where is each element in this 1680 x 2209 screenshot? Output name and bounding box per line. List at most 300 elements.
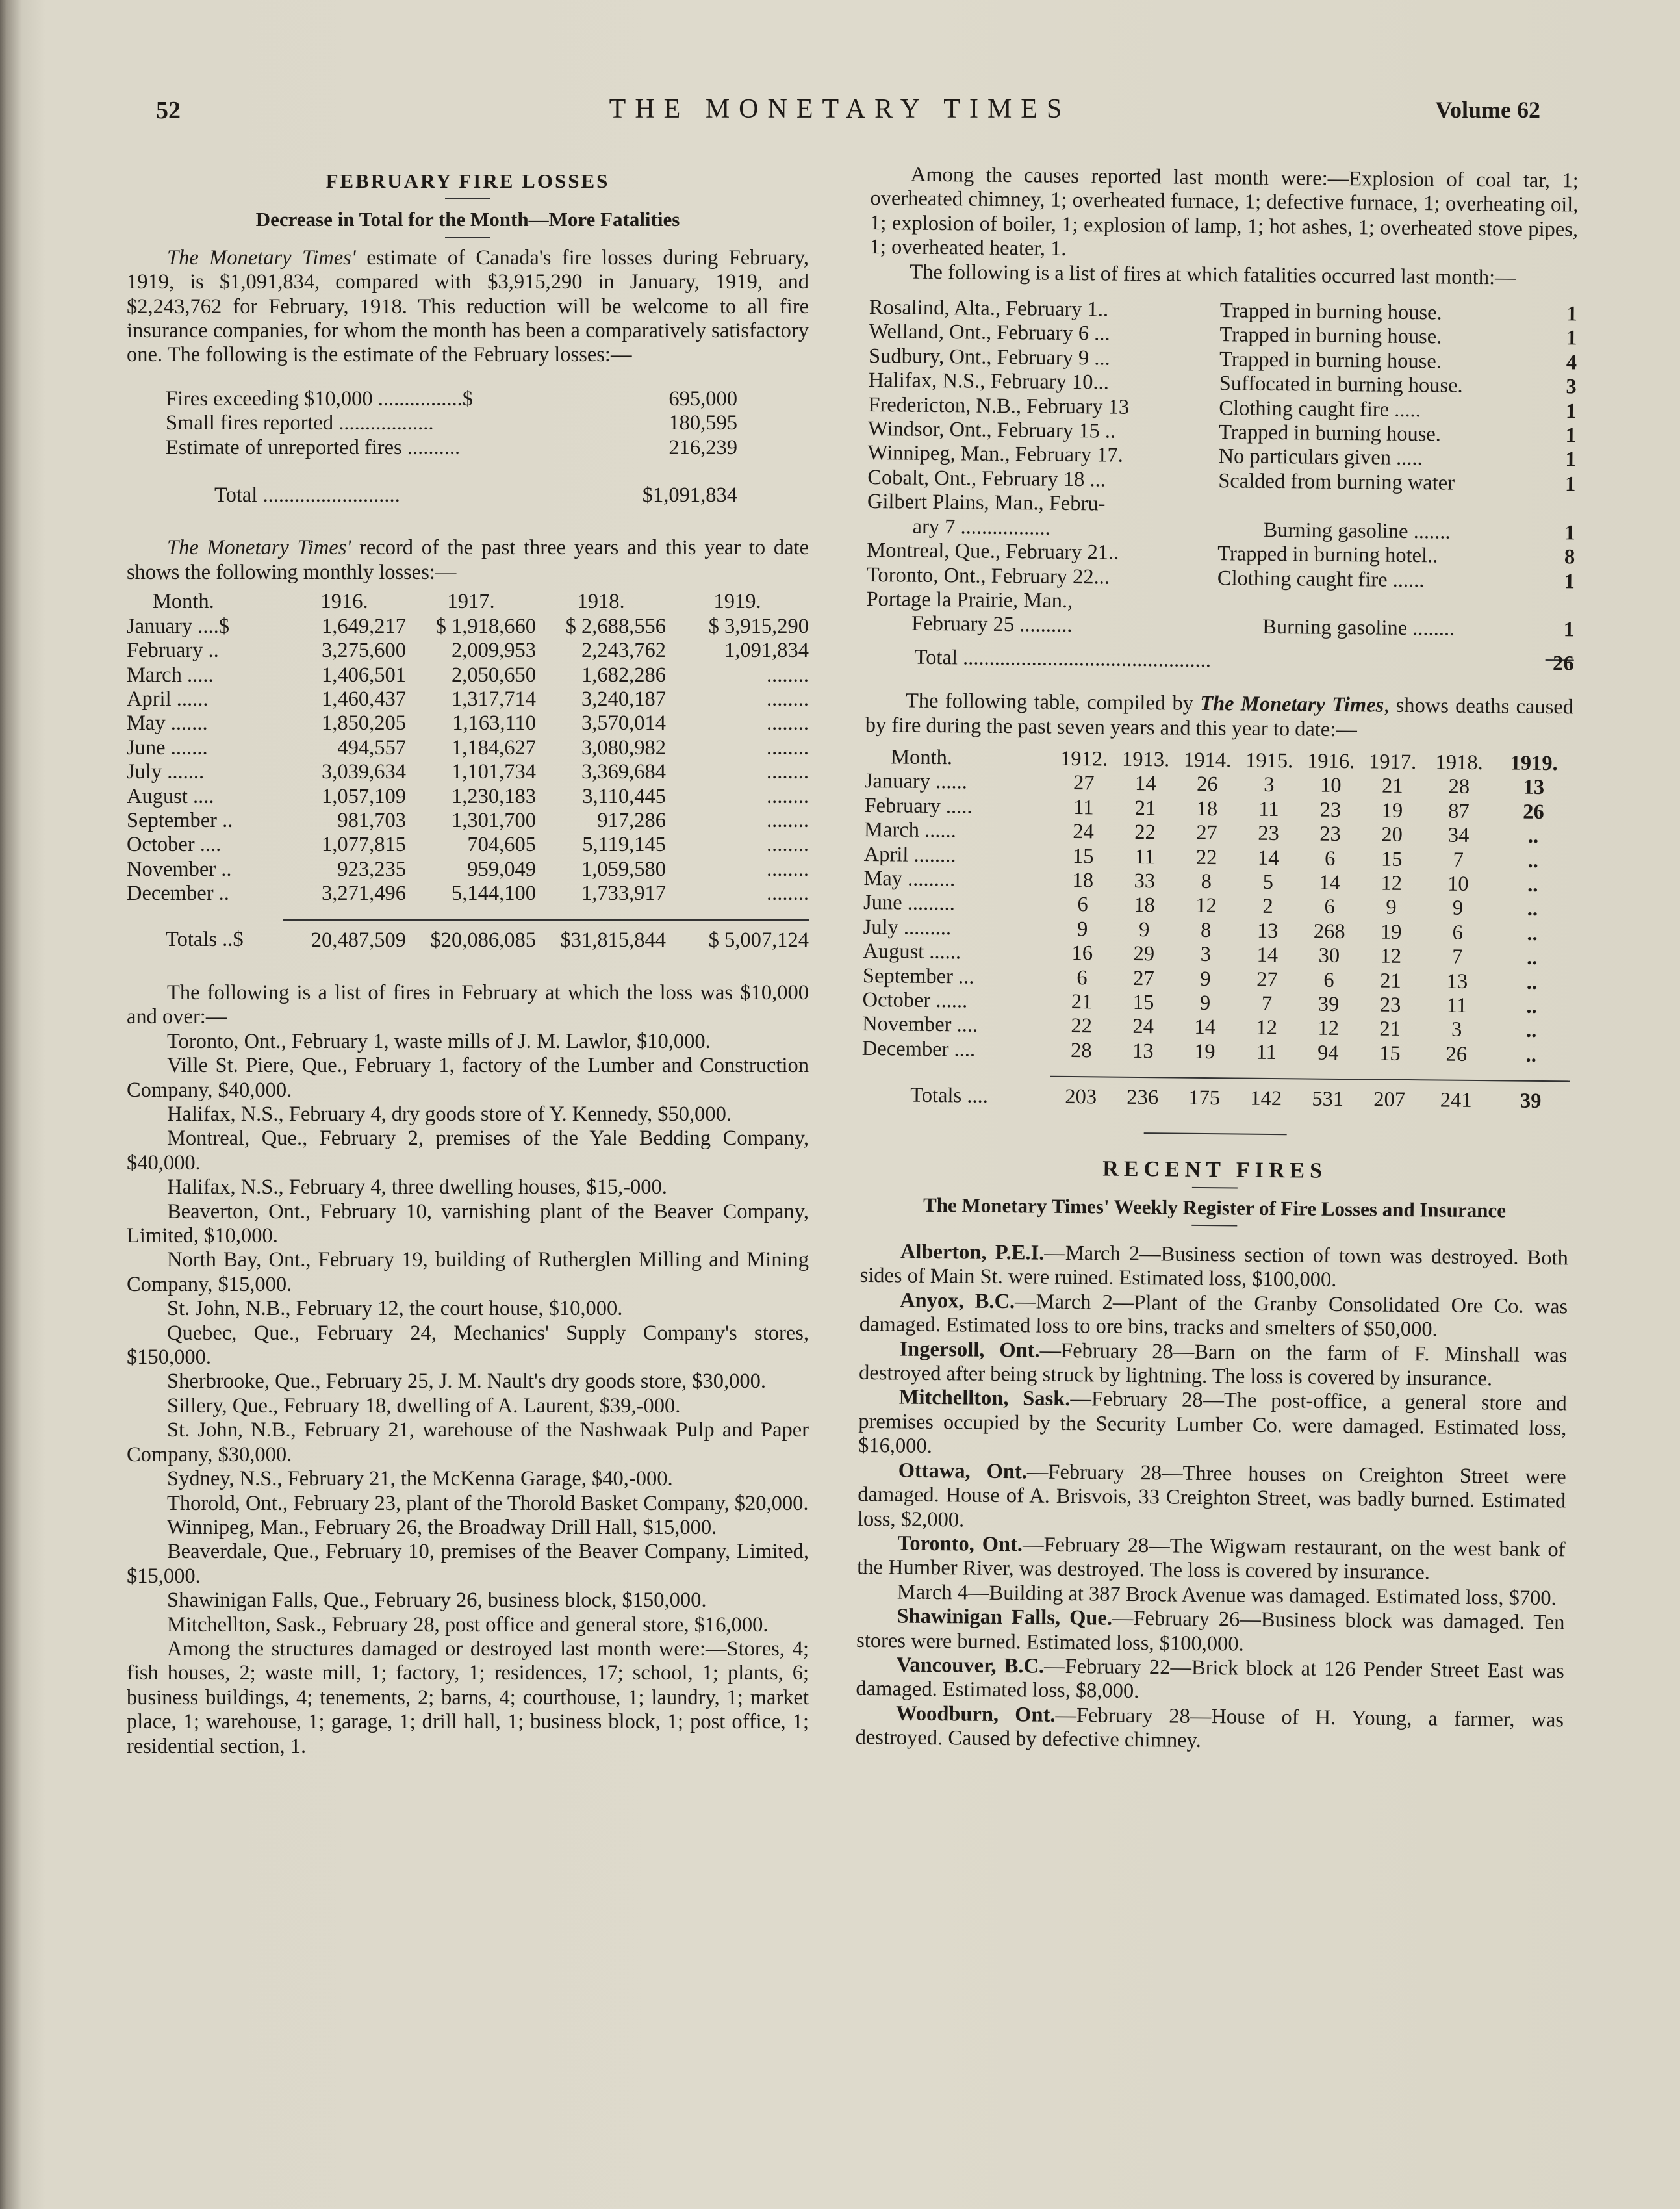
fatality-cause: Trapped in burning house. — [1218, 420, 1442, 446]
section-separator — [1144, 1132, 1287, 1135]
deaths-cell: .. — [1526, 994, 1537, 1018]
deaths-cell: 14 — [1257, 846, 1279, 870]
recent-fires-list — [856, 1240, 1568, 1757]
totals-cell: $ 5,007,124 — [666, 920, 809, 952]
loss-cell: $ 2,688,556 — [565, 614, 666, 638]
fatality-count: 1 — [1564, 472, 1576, 496]
deaths-cell: 11 — [1256, 1040, 1277, 1064]
month-cell: August ...... — [863, 939, 961, 964]
totals-cell: 207 — [1358, 1079, 1420, 1112]
totals-label: Totals ..$ — [166, 928, 244, 952]
table-row — [127, 833, 809, 857]
subtitle-rule — [445, 237, 490, 238]
table-header: 1919. — [1510, 751, 1558, 776]
deaths-cell: 18 — [1072, 869, 1094, 893]
intro-text: estimate of Canada's fire losses during February, 1919, is $1,091,834, compared with $3,915,290 in January, 1919, and $2,243,762 for February, 1918. This reduction will be welcome to all fire insurance companies, for whom the month has been a comparatively satisfactory one. The following is the estimate of the February losses:— — [127, 246, 809, 367]
deaths-body — [862, 769, 1573, 1067]
fatality-cause — [1217, 591, 1548, 618]
loss-cell: 959,049 — [467, 857, 536, 881]
deaths-cell: 18 — [1196, 797, 1218, 821]
estimate-value: 180,595 — [668, 411, 737, 435]
totals-cell: 20,487,509 — [283, 920, 406, 952]
fatality-cause: Scalded from burning water — [1218, 469, 1455, 495]
fire-entry: Montreal, Que., February 2, premises of the Yale Bedding Company, $40,000. — [127, 1127, 809, 1175]
estimate-label: Estimate of unreported fires .......... — [166, 435, 461, 459]
table-header: 1915. — [1245, 748, 1293, 773]
loss-cell: ........ — [767, 663, 809, 687]
month-cell: February .. — [127, 639, 219, 663]
fire-entry: Beaverton, Ont., February 10, varnishing plant of the Beaver Company, Limited, $10,000. — [127, 1199, 809, 1248]
deaths-cell: 23 — [1319, 822, 1342, 847]
fatality-cause: Trapped in burning house. — [1219, 348, 1442, 374]
loss-cell: 3,570,014 — [581, 711, 666, 735]
loss-cell: 1,733,917 — [581, 882, 666, 906]
deaths-cell: 3 — [1264, 773, 1275, 797]
deaths-cell: 28 — [1070, 1038, 1092, 1063]
deaths-cell: 15 — [1381, 847, 1403, 871]
deaths-cell: 12 — [1317, 1017, 1340, 1041]
deaths-cell: 34 — [1447, 823, 1470, 848]
month-cell: April ...... — [127, 687, 209, 711]
deaths-cell: 11 — [1446, 993, 1468, 1017]
fatality-count: 3 — [1566, 375, 1577, 399]
deaths-cell: 9 — [1386, 896, 1397, 920]
month-cell: August .... — [127, 784, 214, 808]
recent-fire-text: —March 2—Plant of the Granby Consolidated Ore Co. was damaged. Estimated loss to ore bins, tracks and smelters of $50,000. — [859, 1290, 1568, 1342]
table-row — [127, 858, 809, 882]
loss-cell: ........ — [767, 882, 809, 906]
loss-cell: 3,240,187 — [581, 687, 666, 711]
loss-cell: 2,050,650 — [452, 663, 536, 687]
deaths-cell: 94 — [1317, 1041, 1339, 1065]
recent-fire-place: Woodburn, Ont. — [895, 1702, 1056, 1727]
table-header-row — [127, 590, 809, 614]
deaths-cell: 19 — [1380, 920, 1402, 944]
masthead: THE MONETARY TIMES — [609, 94, 1071, 124]
fire-entry: Beaverdale, Que., February 10, premises of the Beaver Company, Limited, $15,000. — [127, 1540, 809, 1588]
deaths-cell: 8 — [1201, 869, 1212, 894]
fatality-count: 1 — [1566, 302, 1577, 326]
recent-fire-entry — [856, 1653, 1564, 1708]
recent-fire-place: Vancouver, B.C. — [896, 1653, 1045, 1678]
fatality-place: February 25 .......... — [911, 611, 1073, 637]
deaths-cell: 21 — [1134, 796, 1156, 821]
loss-cell: 1,163,110 — [452, 711, 536, 735]
recent-fire-place: Anyox, B.C. — [900, 1288, 1015, 1314]
deaths-cell: 23 — [1379, 993, 1401, 1017]
deaths-cell: 6 — [1077, 893, 1088, 917]
recent-fire-place: Toronto, Ont. — [897, 1531, 1023, 1557]
deaths-cell: 26 — [1523, 800, 1544, 824]
fire-entry: Quebec, Que., February 24, Mechanics' Supply Company's stores, $150,000. — [127, 1321, 809, 1370]
deaths-cell: 26 — [1445, 1042, 1468, 1066]
fatality-cause: Burning gasoline ....... — [1263, 518, 1451, 544]
fatality-place: Cobalt, Ont., February 18 ... — [867, 465, 1106, 492]
deaths-cell: 19 — [1381, 798, 1403, 823]
loss-cell: 2,243,762 — [581, 639, 666, 663]
estimate-total-row — [214, 483, 737, 507]
estimate-row — [166, 411, 737, 435]
totals-cell: 241 — [1420, 1080, 1492, 1113]
deaths-cell: .. — [1527, 824, 1539, 849]
recent-fires-title: RECENT FIRES — [1102, 1156, 1328, 1183]
totals-label: Totals .... — [910, 1083, 988, 1108]
month-cell: July ....... — [127, 760, 205, 784]
month-cell: December .... — [861, 1036, 976, 1062]
loss-cell: 1,460,437 — [322, 687, 406, 711]
month-cell: September .. — [127, 808, 233, 832]
fatalities-intro: The following is a list of fires at which fatalities occurred last month:— — [910, 260, 1516, 290]
deaths-cell: 27 — [1133, 966, 1154, 990]
list-intro: The following is a list of fires in February at which the loss was $10,000 and over:— — [127, 980, 809, 1029]
loss-cell: ........ — [767, 833, 809, 857]
deaths-cell: 9 — [1076, 917, 1088, 941]
recent-fire-text: March 4—Building at 387 Brock Avenue was damaged. Estimated loss, $700. — [897, 1580, 1557, 1610]
totals-cell: 203 — [1050, 1077, 1112, 1110]
recent-fire-text: —March 2—Business section of town was destroyed. Both sides of Main St. were ruined. Estimated loss, $100,000. — [859, 1241, 1569, 1292]
fatality-count — [1549, 496, 1575, 521]
fatality-place: Toronto, Ont., February 22... — [866, 563, 1110, 589]
recent-fire-text: —February 28—Three houses on Creighton Street were damaged. House of A. Brisvois, 33 Creighton Street, was badly burned. Estimated loss, $2,000. — [857, 1460, 1566, 1531]
deaths-cell: 9 — [1200, 967, 1211, 991]
fatality-count: 8 — [1564, 545, 1575, 569]
totals-cell: 39 — [1492, 1080, 1570, 1114]
deaths-cell: 11 — [1134, 845, 1156, 869]
recent-fire-text: —February 28—The Wigwam restaurant, on the west bank of the Humber River, was destroyed. The loss is covered by insurance. — [857, 1533, 1566, 1585]
fatality-place: Gilbert Plains, Man., Febru- — [867, 490, 1106, 516]
record-paragraph — [127, 536, 809, 585]
recent-fire-place: Mitchellton, Sask. — [898, 1385, 1071, 1411]
fatality-count: 1 — [1565, 448, 1576, 472]
fatality-place: Winnipeg, Man., February 17. — [867, 441, 1123, 468]
deaths-cell: 6 — [1452, 921, 1463, 945]
deaths-cell: 14 — [1256, 943, 1279, 967]
deaths-cell: 20 — [1381, 823, 1403, 847]
loss-cell: 1,230,183 — [452, 784, 536, 808]
table-header: 1919. — [713, 590, 761, 614]
fire-entry: St. John, N.B., February 21, warehouse of the Nashwaak Pulp and Paper Company, $30,000. — [127, 1418, 809, 1466]
totals-cell: $31,815,844 — [536, 920, 666, 952]
fatality-place: Windsor, Ont., February 15 .. — [867, 417, 1116, 443]
fire-entry: Sydney, N.S., February 21, the McKenna Garage, $40,-000. — [167, 1467, 673, 1491]
record-text: record of the past three years and this year to date shows the following monthly losses:— — [127, 536, 809, 584]
loss-cell: ........ — [767, 784, 809, 808]
fatality-cause: Trapped in burning house. — [1219, 299, 1442, 325]
fatality-cause: Suffocated in burning house. — [1219, 372, 1463, 398]
recent-fire-place: Alberton, P.E.I. — [900, 1240, 1045, 1265]
estimate-total-value: $1,091,834 — [642, 483, 737, 507]
fatality-cause: Clothing caught fire ..... — [1219, 396, 1421, 422]
loss-cell: 3,271,496 — [322, 882, 406, 906]
recent-fire-entry — [859, 1288, 1568, 1344]
deaths-cell: .. — [1525, 1019, 1537, 1043]
deaths-cell: 8 — [1200, 918, 1212, 942]
fatality-cause: Clothing caught fire ...... — [1217, 566, 1425, 592]
recent-fire-text: —February 26—Business block was damaged. Ten stores were burned. Estimated loss, $100,000. — [856, 1606, 1565, 1656]
recent-title-rule — [1192, 1187, 1238, 1189]
left-column — [127, 162, 809, 1759]
table-row — [127, 639, 809, 663]
table-row — [127, 785, 809, 809]
deaths-cell: 12 — [1380, 944, 1402, 969]
loss-cell: 1,184,627 — [452, 735, 536, 760]
deaths-cell: 9 — [1199, 991, 1211, 1015]
fatality-count: 1 — [1565, 424, 1577, 448]
loss-cell: 923,235 — [337, 857, 406, 881]
recent-fire-entry — [857, 1531, 1566, 1587]
running-head — [0, 96, 1680, 135]
deaths-cell: 13 — [1446, 969, 1468, 993]
estimate-value: 695,000 — [668, 387, 737, 411]
fire-entry: Mitchellton, Sask., February 28, post office and general store, $16,000. — [167, 1613, 769, 1637]
recent-fire-entry — [858, 1459, 1566, 1539]
loss-cell: $ 3,915,290 — [708, 614, 809, 638]
deaths-cell: 13 — [1256, 919, 1279, 943]
deaths-cell: 14 — [1134, 772, 1156, 796]
table-header: 1916. — [320, 590, 368, 614]
deaths-cell: 5 — [1262, 870, 1274, 894]
fire-entry: Toronto, Ont., February 1, waste mills of J. M. Lawlor, $10,000. — [167, 1029, 711, 1053]
deaths-intro-text: , shows deaths caused by fire during the past seven years and this year to date:— — [865, 693, 1574, 741]
loss-cell: 3,275,600 — [322, 639, 406, 663]
deaths-cell: 7 — [1261, 991, 1273, 1015]
article-subtitle: Decrease in Total for the Month—More Fatalities — [255, 208, 680, 231]
deaths-cell: 24 — [1132, 1015, 1154, 1039]
deaths-cell: 7 — [1452, 945, 1463, 969]
month-cell: March ...... — [863, 818, 957, 843]
deaths-cell: .. — [1527, 873, 1538, 897]
fire-entry: Sherbrooke, Que., February 25, J. M. Nault's dry goods store, $30,000. — [167, 1370, 767, 1394]
fatality-count: 1 — [1563, 618, 1575, 642]
fatalities-list — [866, 296, 1577, 643]
loss-cell: 5,144,100 — [452, 882, 536, 906]
recent-fire-place: Ottawa, Ont. — [898, 1459, 1028, 1484]
recent-fire-text: —February 28—Barn on the farm of F. Minshall was destroyed after being struck by lightning. The loss is covered by insurance. — [858, 1338, 1568, 1391]
table-header: 1914. — [1183, 748, 1232, 773]
fire-entry: Halifax, N.S., February 4, three dwelling houses, $15,-000. — [167, 1175, 667, 1199]
deaths-cell: 22 — [1195, 845, 1217, 869]
deaths-cell: .. — [1527, 849, 1539, 873]
deaths-cell: 11 — [1073, 795, 1094, 820]
loss-cell: 3,080,982 — [581, 735, 666, 760]
month-cell: May ....... — [127, 711, 208, 735]
deaths-cell: 15 — [1132, 990, 1154, 1015]
fire-entry: Shawinigan Falls, Que., February 26, business block, $150,000. — [167, 1589, 707, 1613]
fatality-count: 1 — [1566, 326, 1577, 350]
loss-cell: 1,406,501 — [322, 663, 406, 687]
month-cell: July ......... — [863, 915, 952, 940]
loss-cell: 1,091,834 — [724, 639, 809, 663]
fatality-place: Rosalind, Alta., February 1.. — [869, 296, 1109, 322]
recent-fire-entry — [856, 1702, 1564, 1757]
fatality-place: ary 7 ................. — [912, 515, 1050, 540]
loss-cell: ........ — [767, 808, 809, 832]
fatality-cause — [1218, 493, 1549, 520]
month-cell: January ...... — [864, 769, 967, 794]
table-totals-row — [127, 920, 809, 952]
deaths-cell: 9 — [1138, 917, 1150, 941]
fires-list — [127, 1030, 809, 1637]
fire-entry: North Bay, Ont., February 19, building of Rutherglen Milling and Mining Company, $15,000. — [127, 1248, 809, 1296]
recent-fire-text: —February 28—The post-office, a general store and premises occupied by the Security Lumber Co. were damaged. Estimated loss, $16,000. — [858, 1387, 1567, 1459]
deaths-cell: 21 — [1380, 969, 1401, 993]
loss-cell: ........ — [767, 857, 809, 881]
publication-name: The Monetary Times' — [167, 536, 351, 560]
deaths-cell: 26 — [1196, 773, 1218, 797]
table-row — [127, 663, 809, 687]
deaths-cell: 21 — [1071, 990, 1093, 1014]
fatality-place: Sudbury, Ont., February 9 ... — [868, 344, 1110, 370]
article-title: FEBRUARY FIRE LOSSES — [325, 170, 610, 192]
fatality-cause: Burning gasoline ........ — [1262, 615, 1455, 641]
monthly-losses-table — [127, 590, 809, 952]
deaths-cell: .. — [1527, 897, 1538, 921]
deaths-cell: 19 — [1193, 1040, 1215, 1064]
month-cell: December .. — [127, 882, 229, 906]
right-column — [856, 162, 1579, 1757]
title-rule — [445, 198, 490, 199]
estimate-value: 216,239 — [668, 435, 737, 459]
month-cell: May ......... — [863, 866, 956, 891]
table-header: Month. — [153, 590, 214, 614]
recent-fire-entry — [858, 1385, 1567, 1465]
deaths-cell: 24 — [1073, 820, 1095, 844]
deaths-cell: 30 — [1318, 943, 1340, 968]
month-cell: September ... — [862, 964, 974, 989]
loss-cell: 704,605 — [467, 833, 536, 857]
fatality-cause: No particulars given ..... — [1218, 444, 1423, 470]
fatality-place: Portage la Prairie, Man., — [866, 587, 1073, 613]
deaths-cell: .. — [1526, 970, 1538, 994]
deaths-cell: .. — [1527, 945, 1538, 970]
estimate-block — [166, 387, 737, 508]
month-cell: October .... — [127, 833, 222, 857]
month-cell: April ........ — [863, 842, 956, 867]
loss-cell: 1,850,205 — [322, 711, 406, 735]
deaths-cell: 21 — [1381, 774, 1403, 798]
fatality-count — [1548, 594, 1574, 619]
fatality-place: Montreal, Que., February 21.. — [867, 539, 1119, 565]
loss-cell: 2,009,953 — [452, 639, 536, 663]
loss-cell: ........ — [767, 735, 809, 760]
totals-cell: 236 — [1112, 1077, 1173, 1110]
deaths-cell: 29 — [1133, 942, 1155, 966]
deaths-cell: 23 — [1319, 798, 1342, 822]
deaths-cell: 14 — [1194, 1015, 1216, 1040]
deaths-cell: 268 — [1313, 919, 1345, 943]
month-cell: February ..... — [864, 793, 973, 819]
fatality-place: Halifax, N.S., February 10... — [868, 368, 1110, 394]
deaths-cell: 13 — [1523, 776, 1545, 800]
deaths-cell: .. — [1525, 1043, 1537, 1067]
deaths-cell: 39 — [1317, 992, 1340, 1016]
recent-fire-text: —February 28—House of H. Young, a farmer, was destroyed. Caused by defective chimney. — [855, 1703, 1564, 1753]
table-header: 1917. — [1368, 750, 1417, 774]
recent-fire-entry — [856, 1604, 1565, 1659]
estimate-total-label: Total .......................... — [214, 483, 400, 507]
month-cell: November .. — [127, 857, 232, 881]
loss-cell: 1,301,700 — [452, 808, 536, 832]
loss-cell: 981,703 — [337, 808, 406, 832]
loss-cell: 494,557 — [337, 735, 406, 760]
deaths-cell: 33 — [1134, 869, 1156, 893]
deaths-cell: 15 — [1072, 844, 1094, 868]
table-header: 1913. — [1121, 747, 1170, 772]
month-cell: June ......... — [863, 891, 956, 915]
loss-cell: 1,317,714 — [452, 687, 536, 711]
fatalities-total-label: Total ............................................... — [914, 645, 1212, 672]
deaths-cell: 6 — [1324, 847, 1336, 871]
recent-fire-entry — [859, 1240, 1568, 1295]
deaths-cell: 16 — [1071, 941, 1093, 965]
totals-cell: 175 — [1173, 1078, 1235, 1111]
loss-cell: 1,649,217 — [322, 614, 406, 638]
month-cell: March ..... — [127, 663, 214, 687]
table-row — [127, 736, 809, 760]
table-header: 1918. — [1435, 750, 1483, 775]
deaths-cell: 6 — [1324, 895, 1335, 919]
loss-cell: 1,101,734 — [452, 760, 536, 784]
table-totals-row — [861, 1075, 1570, 1114]
fatality-place: Fredericton, N.B., February 13 — [868, 392, 1130, 419]
fire-entry: Winnipeg, Man., February 26, the Broadway Drill Hall, $15,000. — [167, 1515, 717, 1539]
deaths-cell: 3 — [1451, 1018, 1462, 1042]
publication-name: The Monetary Times — [1200, 692, 1384, 717]
recent-fire-entry — [859, 1337, 1568, 1392]
recent-fire-place: Ingersoll, Ont. — [899, 1337, 1040, 1362]
fire-entry: Ville St. Piere, Que., February 1, factory of the Lumber and Construction Company, $40,000. — [127, 1054, 809, 1102]
deaths-cell: 22 — [1071, 1014, 1093, 1038]
month-cell: January ....$ — [127, 614, 229, 638]
fatality-cause: Trapped in burning house. — [1219, 323, 1442, 349]
recent-fire-text: —February 22—Brick block at 126 Pender Street East was damaged. Estimated loss, $8,000. — [856, 1654, 1564, 1704]
deaths-cell: 28 — [1448, 774, 1470, 799]
estimate-row — [166, 436, 737, 460]
deaths-intro-text: The following table, compiled by — [905, 689, 1201, 716]
totals-cell: 142 — [1235, 1079, 1297, 1112]
loss-cell: ........ — [767, 687, 809, 711]
fatality-count: 4 — [1566, 351, 1577, 375]
table-header: 1918. — [577, 590, 625, 614]
loss-cell: 1,057,109 — [322, 784, 406, 808]
deaths-cell: 12 — [1381, 871, 1403, 895]
deaths-cell: 27 — [1196, 821, 1218, 845]
fatality-cause: Trapped in burning hotel.. — [1217, 542, 1438, 568]
publication-name: The Monetary Times' — [167, 246, 356, 270]
deaths-cell: .. — [1527, 921, 1538, 945]
table-header: 1916. — [1306, 749, 1355, 774]
deaths-cell: 6 — [1323, 968, 1334, 992]
table-row — [127, 760, 809, 784]
deaths-cell: 15 — [1379, 1041, 1401, 1066]
deaths-cell: 9 — [1452, 897, 1464, 921]
recent-fires-subtitle: The Monetary Times' Weekly Register of Fire Losses and Insurance — [923, 1193, 1507, 1222]
page-number: 52 — [156, 97, 181, 124]
loss-cell: 1,059,580 — [581, 857, 666, 881]
month-cell: June ....... — [127, 735, 208, 760]
deaths-cell: 11 — [1258, 797, 1279, 821]
deaths-cell: 13 — [1132, 1039, 1154, 1064]
loss-cell: $ 1,918,660 — [435, 614, 536, 638]
deaths-cell: 7 — [1453, 848, 1464, 872]
loss-cell: ........ — [767, 711, 809, 735]
fatality-count: 1 — [1564, 520, 1575, 545]
deaths-cell: 12 — [1195, 894, 1217, 918]
table-header: 1917. — [447, 590, 495, 614]
loss-cell: 917,286 — [597, 808, 666, 832]
causes-paragraph: Among the causes reported last month were:—Explosion of coal tar, 1; overheated chimney, 1; overheated furnace, 1; defective furnace, 1; overheating oil, 1; explosion of boiler, 1; explosion of lamp, 1; hot ashes, 1; overheated stove pipes, 1; overheated heater, 1. — [869, 162, 1579, 261]
deaths-table — [861, 745, 1573, 1114]
